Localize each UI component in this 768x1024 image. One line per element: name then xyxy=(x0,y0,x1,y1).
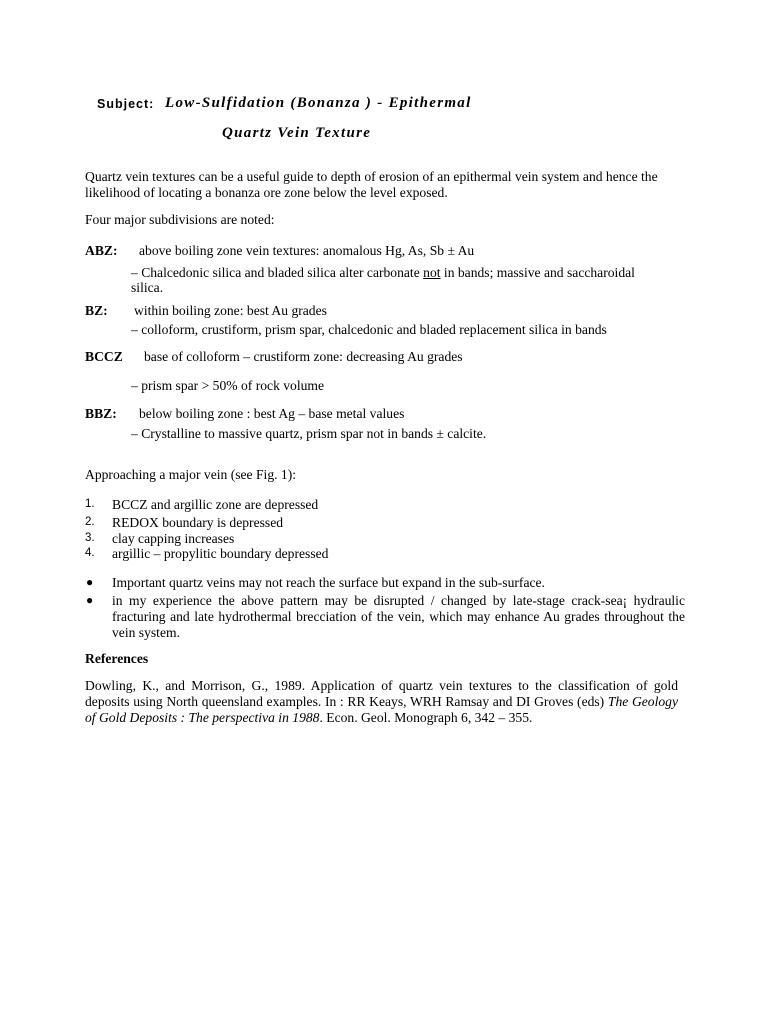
zone-detail-bbz: – Crystalline to massive quartz, prism spar not in bands ± calcite. xyxy=(131,426,487,441)
subdivisions-intro: Four major subdivisions are noted: xyxy=(85,212,275,227)
subject-title-line1: Low-Sulfidation (Bonanza ) - Epithermal xyxy=(165,95,472,111)
subject-title-line2: Quartz Vein Texture xyxy=(222,125,372,141)
approach-heading: Approaching a major vein (see Fig. 1): xyxy=(85,467,297,482)
zone-code-bbz: BBZ: xyxy=(85,406,117,421)
approach-item-1: BCCZ and argillic zone are depressed xyxy=(112,497,319,512)
zone-desc-abz: above boiling zone vein textures: anomalous Hg, As, Sb ± Au xyxy=(139,243,475,258)
zone-code-bccz: BCCZ xyxy=(85,349,123,364)
reference-entry: Dowling, K., and Morrison, G., 1989. Application of quartz vein textures to the classification of gold deposits using North queensland examples. In : RR Keays, WRH Ramsay and DI Groves (eds) The Geology of Gold Deposits : The perspectiva in 1988. Econ. Geol. Monograph 6, 342 – 355. xyxy=(85,678,678,725)
bullet-icon: ● xyxy=(86,593,94,607)
zone-desc-bbz: below boiling zone : best Ag – base metal values xyxy=(139,406,405,421)
approach-item-3: clay capping increases xyxy=(112,531,235,546)
bullet-item-1: Important quartz veins may not reach the surface but expand in the sub-surface. xyxy=(112,575,545,590)
approach-num-3: 3. xyxy=(85,532,95,544)
approach-num-4: 4. xyxy=(85,547,95,559)
zone-code-bz: BZ: xyxy=(85,303,108,318)
underlined-not: not xyxy=(423,265,441,280)
zone-detail-bccz: – prism spar > 50% of rock volume xyxy=(131,378,325,393)
zone-detail-bz: – colloform, crustiform, prism spar, chalcedonic and bladed replacement silica in bands xyxy=(131,322,607,337)
references-heading: References xyxy=(85,651,149,666)
approach-num-1: 1. xyxy=(85,498,95,510)
intro-line-2: likelihood of locating a bonanza ore zone below the level exposed. xyxy=(85,185,448,200)
bullet-icon: ● xyxy=(86,575,94,589)
subject-label: Subject: xyxy=(97,97,155,111)
zone-desc-bz: within boiling zone: best Au grades xyxy=(134,303,327,318)
bullet-item-2: in my experience the above pattern may be disrupted / changed by late-stage crack-sea¡ hydraulic fracturing and late hydrothermal brecciation of the vein, which may enhance Au grades throughout the vein system. xyxy=(112,593,685,640)
approach-item-2: REDOX boundary is depressed xyxy=(112,515,284,530)
zone-code-abz: ABZ: xyxy=(85,243,118,258)
intro-line-1: Quartz vein textures can be a useful guide to depth of erosion of an epithermal vein system and hence the xyxy=(85,169,658,184)
zone-desc-bccz: base of colloform – crustiform zone: decreasing Au grades xyxy=(144,349,463,364)
approach-num-2: 2. xyxy=(85,516,95,528)
zone-detail-abz-cont: silica. xyxy=(131,280,164,295)
reference-book-title: The Geology of Gold Deposits : The perspectiva in 1988 xyxy=(85,694,678,725)
approach-item-4: argillic – propylitic boundary depressed xyxy=(112,546,329,561)
zone-detail-abz: – Chalcedonic silica and bladed silica alter carbonate not in bands; massive and saccharoidal xyxy=(131,265,635,280)
